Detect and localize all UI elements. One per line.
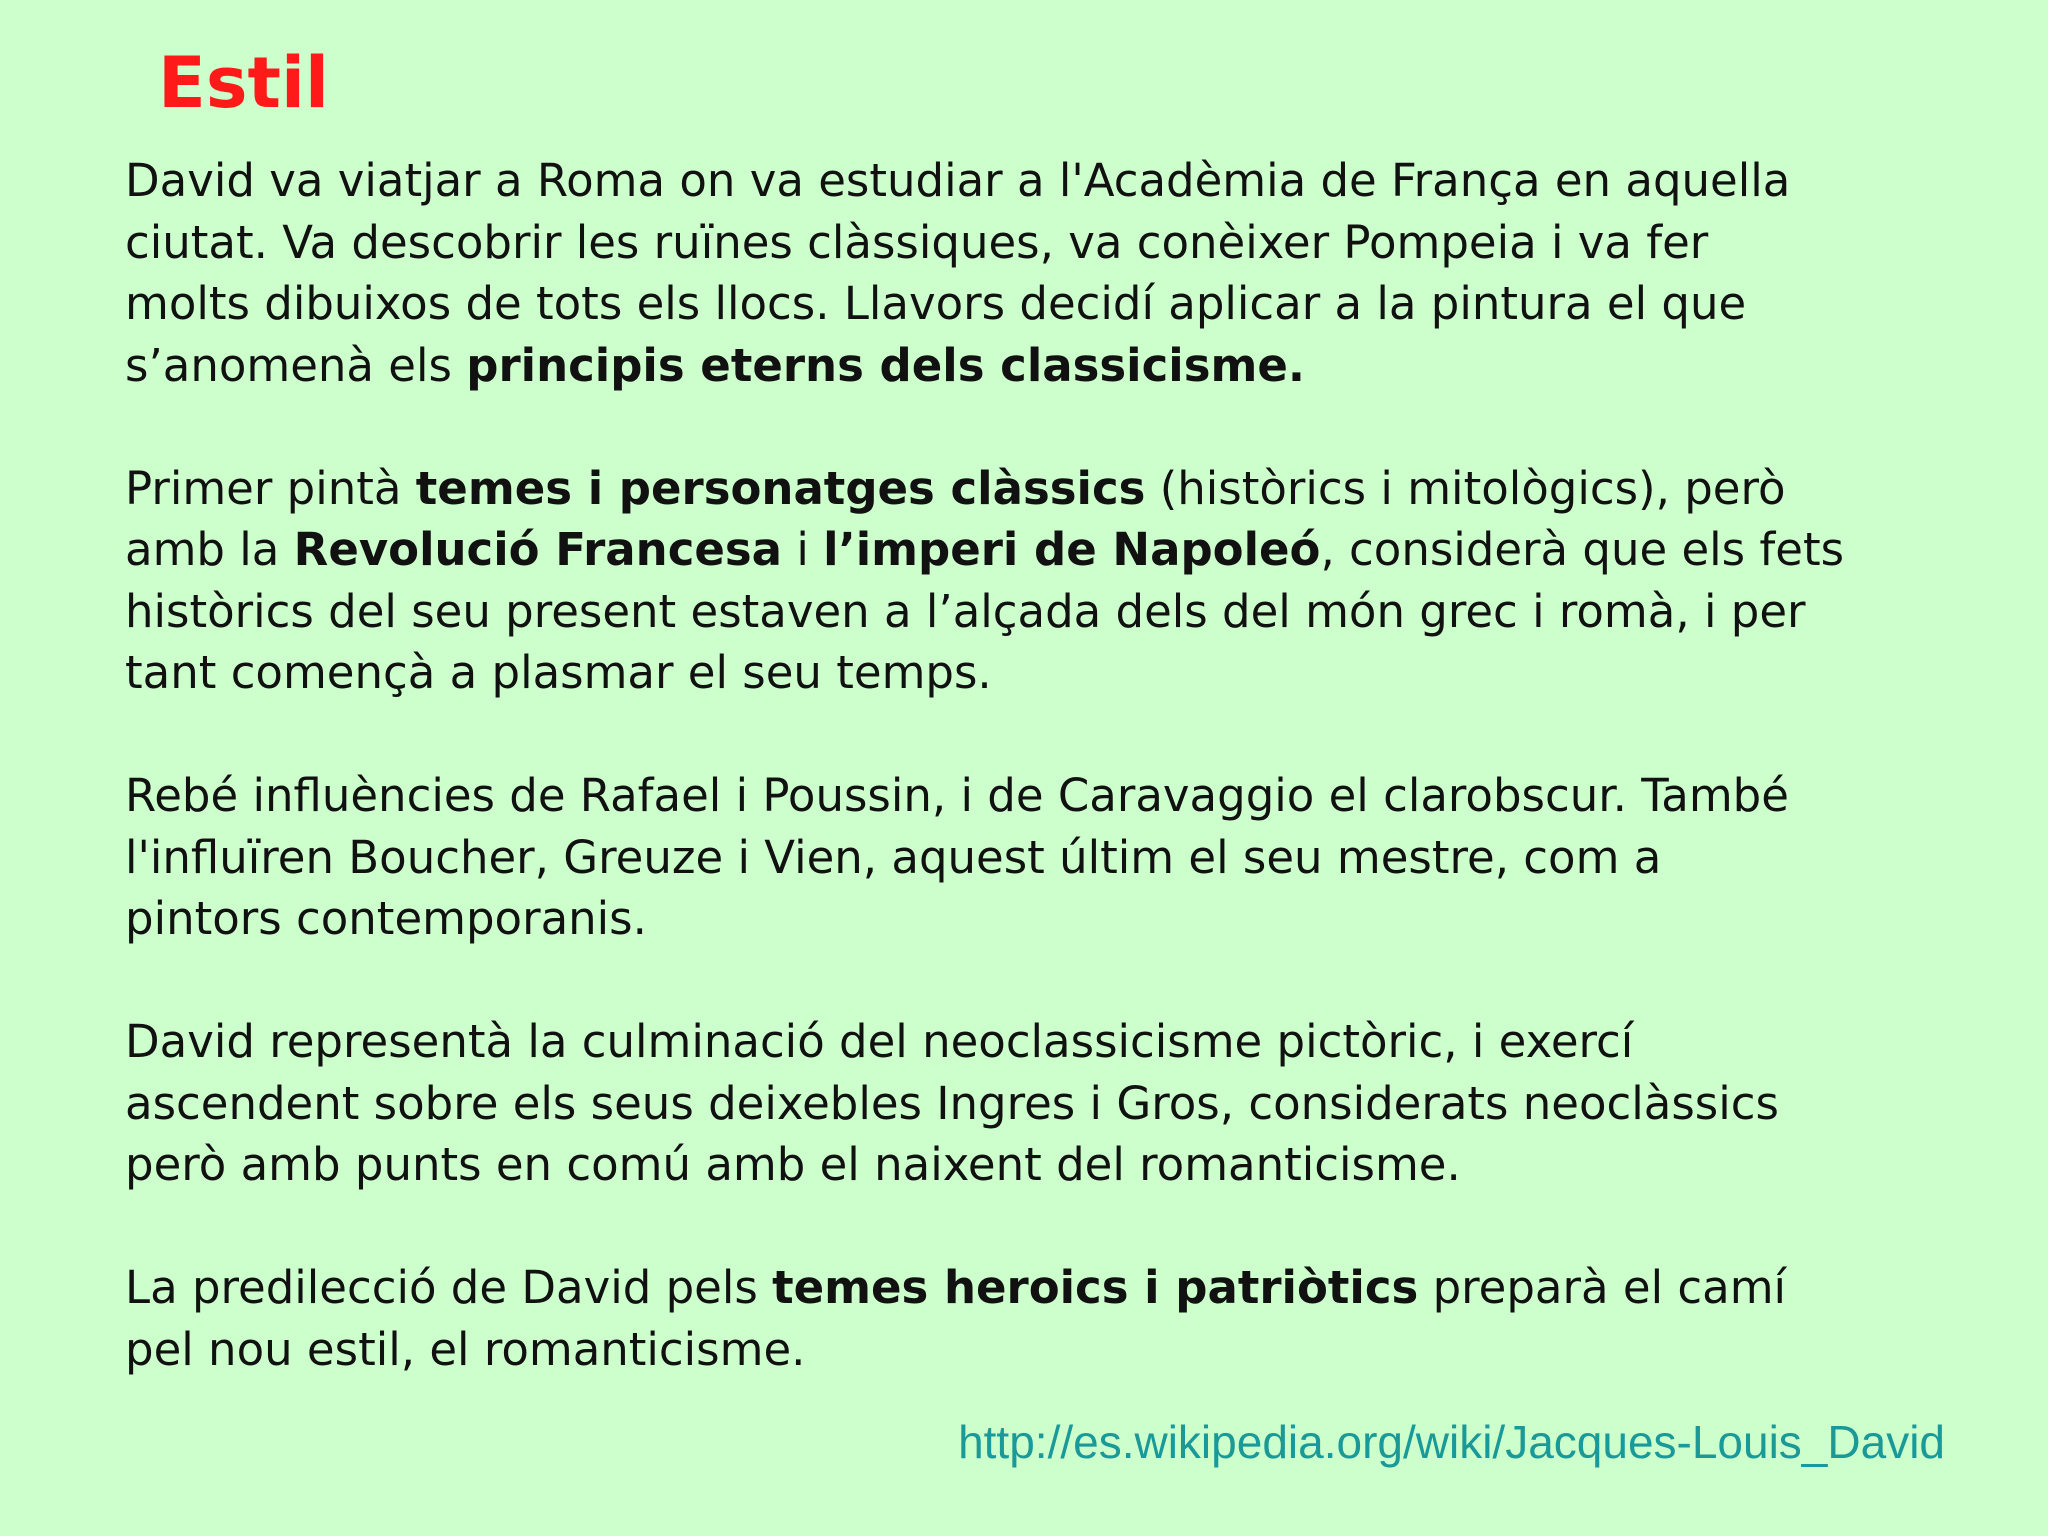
emphasis-text: temes i personatges clàssics — [415, 461, 1146, 515]
text-line — [125, 642, 1985, 704]
source-link[interactable]: http://es.wikipedia.org/wiki/Jacques-Louis_David — [958, 1416, 1945, 1468]
paragraph — [125, 150, 1985, 396]
text-line — [125, 888, 1985, 950]
text-segment: ciutat. Va descobrir les ruïnes clàssiques, va conèixer Pompeia i va fer — [125, 215, 1709, 269]
text-segment: (històrics i mitològics), però — [1145, 461, 1786, 515]
text-segment: i — [782, 523, 824, 576]
text-segment: Rebé influències de Rafael i Poussin, i de Caravaggio el clarobscur. També — [125, 769, 1789, 822]
text-line — [125, 335, 1985, 397]
text-line — [125, 765, 1985, 827]
text-segment: Primer pintà — [125, 461, 416, 515]
text-line — [125, 1073, 1985, 1135]
text-line — [125, 458, 1985, 520]
paragraph — [125, 765, 1985, 950]
text-line — [125, 1257, 1985, 1319]
text-line — [125, 1134, 1985, 1196]
text-segment: històrics del seu present estaven a l’alçada dels del món grec i romà, i per — [125, 584, 1806, 638]
text-segment: preparà el camí — [1418, 1261, 1787, 1314]
text-line — [125, 273, 1985, 335]
text-line — [125, 1011, 1985, 1073]
text-line — [125, 519, 1985, 581]
text-segment: pel nou estil, el romanticisme. — [125, 1322, 806, 1376]
text-line — [125, 581, 1985, 643]
text-segment: David representà la culminació del neoclassicisme pictòric, i exercí — [125, 1015, 1634, 1068]
text-segment: tant començà a plasmar el seu temps. — [125, 646, 992, 699]
paragraph — [125, 1011, 1985, 1196]
emphasis-text: Revolució Francesa — [293, 523, 783, 576]
emphasis-text: l’imperi de Napoleó — [823, 523, 1321, 576]
emphasis-text: temes heroics i patriòtics — [772, 1261, 1419, 1314]
text-segment: l'influïren Boucher, Greuze i Vien, aquest últim el seu mestre, com a — [125, 830, 1662, 884]
paragraph — [125, 458, 1985, 704]
emphasis-text: principis eterns dels classicisme. — [466, 338, 1305, 392]
body-text — [125, 150, 1985, 1380]
text-segment: La predilecció de David pels — [125, 1261, 773, 1314]
text-segment: s’anomenà els — [125, 338, 467, 392]
text-line — [125, 150, 1985, 212]
text-segment: però amb punts en comú amb el naixent del romanticisme. — [125, 1138, 1461, 1191]
text-line — [125, 1319, 1985, 1381]
text-segment: ascendent sobre els seus deixebles Ingres i Gros, considerats neoclàssics — [125, 1076, 1779, 1130]
text-line — [125, 212, 1985, 274]
text-segment: , considerà que els fets — [1320, 523, 1845, 576]
text-line — [125, 827, 1985, 889]
paragraph — [125, 1257, 1985, 1380]
text-segment: molts dibuixos de tots els llocs. Llavors decidí aplicar a la pintura el que — [125, 277, 1747, 330]
text-segment: David va viatjar a Roma on va estudiar a l'Acadèmia de França en aquella — [125, 154, 1791, 207]
slide-title: Estil — [158, 42, 329, 124]
text-segment: amb la — [125, 523, 294, 576]
text-segment: pintors contemporanis. — [125, 892, 647, 945]
